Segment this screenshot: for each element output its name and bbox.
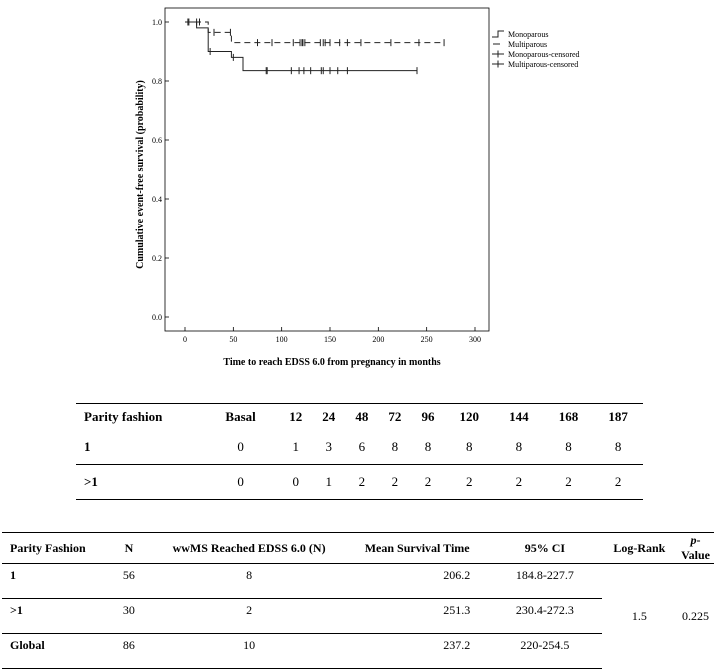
- risk-cell: 3: [312, 430, 345, 465]
- risk-cell: 8: [494, 430, 544, 465]
- y-tick-label: 0.2: [152, 254, 162, 263]
- y-tick-label: 0.4: [152, 195, 162, 204]
- risk-table-row: [76, 430, 643, 465]
- x-tick-label: 200: [372, 335, 385, 344]
- risk-cell: 1: [279, 430, 312, 465]
- x-tick-label: 300: [469, 335, 481, 344]
- risk-cell: 2: [494, 465, 544, 500]
- series-line-multiparous: [185, 22, 444, 43]
- risk-cell: 0: [202, 465, 279, 500]
- x-tick-label: 50: [229, 335, 238, 344]
- risk-cell: 0: [279, 465, 312, 500]
- risk-table-header: [76, 404, 643, 431]
- summary-header-cell: wwMS Reached EDSS 6.0 (N): [152, 533, 346, 564]
- summary-table: [2, 532, 714, 669]
- summary-table-row: [2, 564, 714, 599]
- summary-header-cell: N: [106, 533, 152, 564]
- summary-cell: 8: [246, 568, 253, 582]
- x-tick-label: 0: [183, 335, 187, 344]
- summary-cell: 251.3: [346, 599, 488, 634]
- x-tick-label: 250: [420, 335, 433, 344]
- risk-header-cell: 24: [312, 404, 345, 431]
- risk-cell: 2: [544, 465, 594, 500]
- summary-header-cell: Parity Fashion: [2, 533, 106, 564]
- risk-cell: 2: [593, 465, 643, 500]
- risk-cell: 1: [76, 430, 202, 465]
- risk-header-cell: 72: [378, 404, 411, 431]
- p-label: p: [690, 533, 697, 547]
- summary-cell: 30: [106, 599, 152, 634]
- summary-header-cell: [677, 533, 714, 564]
- summary-header-cell: 95% CI: [488, 533, 601, 564]
- p-value-cell: 0.225: [682, 608, 710, 623]
- log-rank-cell: 1.5: [631, 608, 647, 623]
- y-axis-label: Cumulative event-free survival (probability): [135, 80, 146, 269]
- summary-cell: 230.4-272.3: [488, 599, 601, 634]
- risk-cell: 2: [345, 465, 378, 500]
- risk-cell: 8: [378, 430, 411, 465]
- x-axis-label: Time to reach EDSS 6.0 from pregnancy in months: [223, 357, 441, 368]
- summary-cell: >1: [2, 599, 106, 634]
- risk-cell: 1: [312, 465, 345, 500]
- summary-cell: 206.2: [443, 568, 471, 582]
- risk-header-cell: 48: [345, 404, 378, 431]
- risk-header-cell: 144: [494, 404, 544, 431]
- risk-table-row: [76, 465, 643, 500]
- summary-cell: 10: [152, 634, 346, 669]
- series-line-monoparous: [185, 22, 417, 71]
- risk-header-cell: 187: [593, 404, 643, 431]
- risk-cell: 8: [593, 430, 643, 465]
- summary-cell: 1: [10, 568, 16, 582]
- summary-cell: 220-254.5: [488, 634, 601, 669]
- legend-label: Monoparous-censored: [508, 50, 580, 59]
- risk-header-cell: 96: [411, 404, 444, 431]
- summary-cell: 56: [122, 568, 135, 582]
- y-tick-label: 0.6: [152, 136, 162, 145]
- summary-cell: 86: [106, 634, 152, 669]
- risk-cell: 8: [544, 430, 594, 465]
- y-tick-label: 1.0: [152, 18, 162, 27]
- summary-cell: Global: [2, 634, 106, 669]
- risk-header-cell: Parity fashion: [76, 404, 202, 431]
- legend-swatch-monoparous: [492, 31, 504, 37]
- legend-label: Multiparous: [508, 40, 548, 49]
- risk-cell: 2: [445, 465, 495, 500]
- y-tick-label: 0.0: [152, 313, 162, 322]
- risk-cell: 2: [378, 465, 411, 500]
- risk-header-cell: 120: [445, 404, 495, 431]
- summary-cell: 2: [152, 599, 346, 634]
- risk-cell: 6: [345, 430, 378, 465]
- risk-cell: 0: [202, 430, 279, 465]
- summary-table-header: [2, 533, 714, 564]
- risk-header-cell: 168: [544, 404, 594, 431]
- risk-cell: >1: [76, 465, 202, 500]
- y-tick-label: 0.8: [152, 77, 162, 86]
- summary-cell: 237.2: [346, 634, 488, 669]
- risk-header-cell: Basal: [202, 404, 279, 431]
- summary-header-cell: Log-Rank: [602, 533, 678, 564]
- value-label: -Value: [681, 533, 710, 562]
- risk-header-cell: 12: [279, 404, 312, 431]
- risk-cell: 8: [411, 430, 444, 465]
- risk-cell: 8: [445, 430, 495, 465]
- plot-frame: [165, 8, 489, 331]
- risk-cell: 2: [411, 465, 444, 500]
- summary-header-cell: Mean Survival Time: [346, 533, 488, 564]
- summary-cell: 184.8-227.7: [515, 568, 574, 582]
- risk-table: [76, 403, 643, 500]
- legend-label: Monoparous: [508, 30, 549, 39]
- legend-label: Multiparous-censored: [508, 60, 579, 69]
- x-tick-label: 150: [324, 335, 336, 344]
- x-tick-label: 100: [275, 335, 288, 344]
